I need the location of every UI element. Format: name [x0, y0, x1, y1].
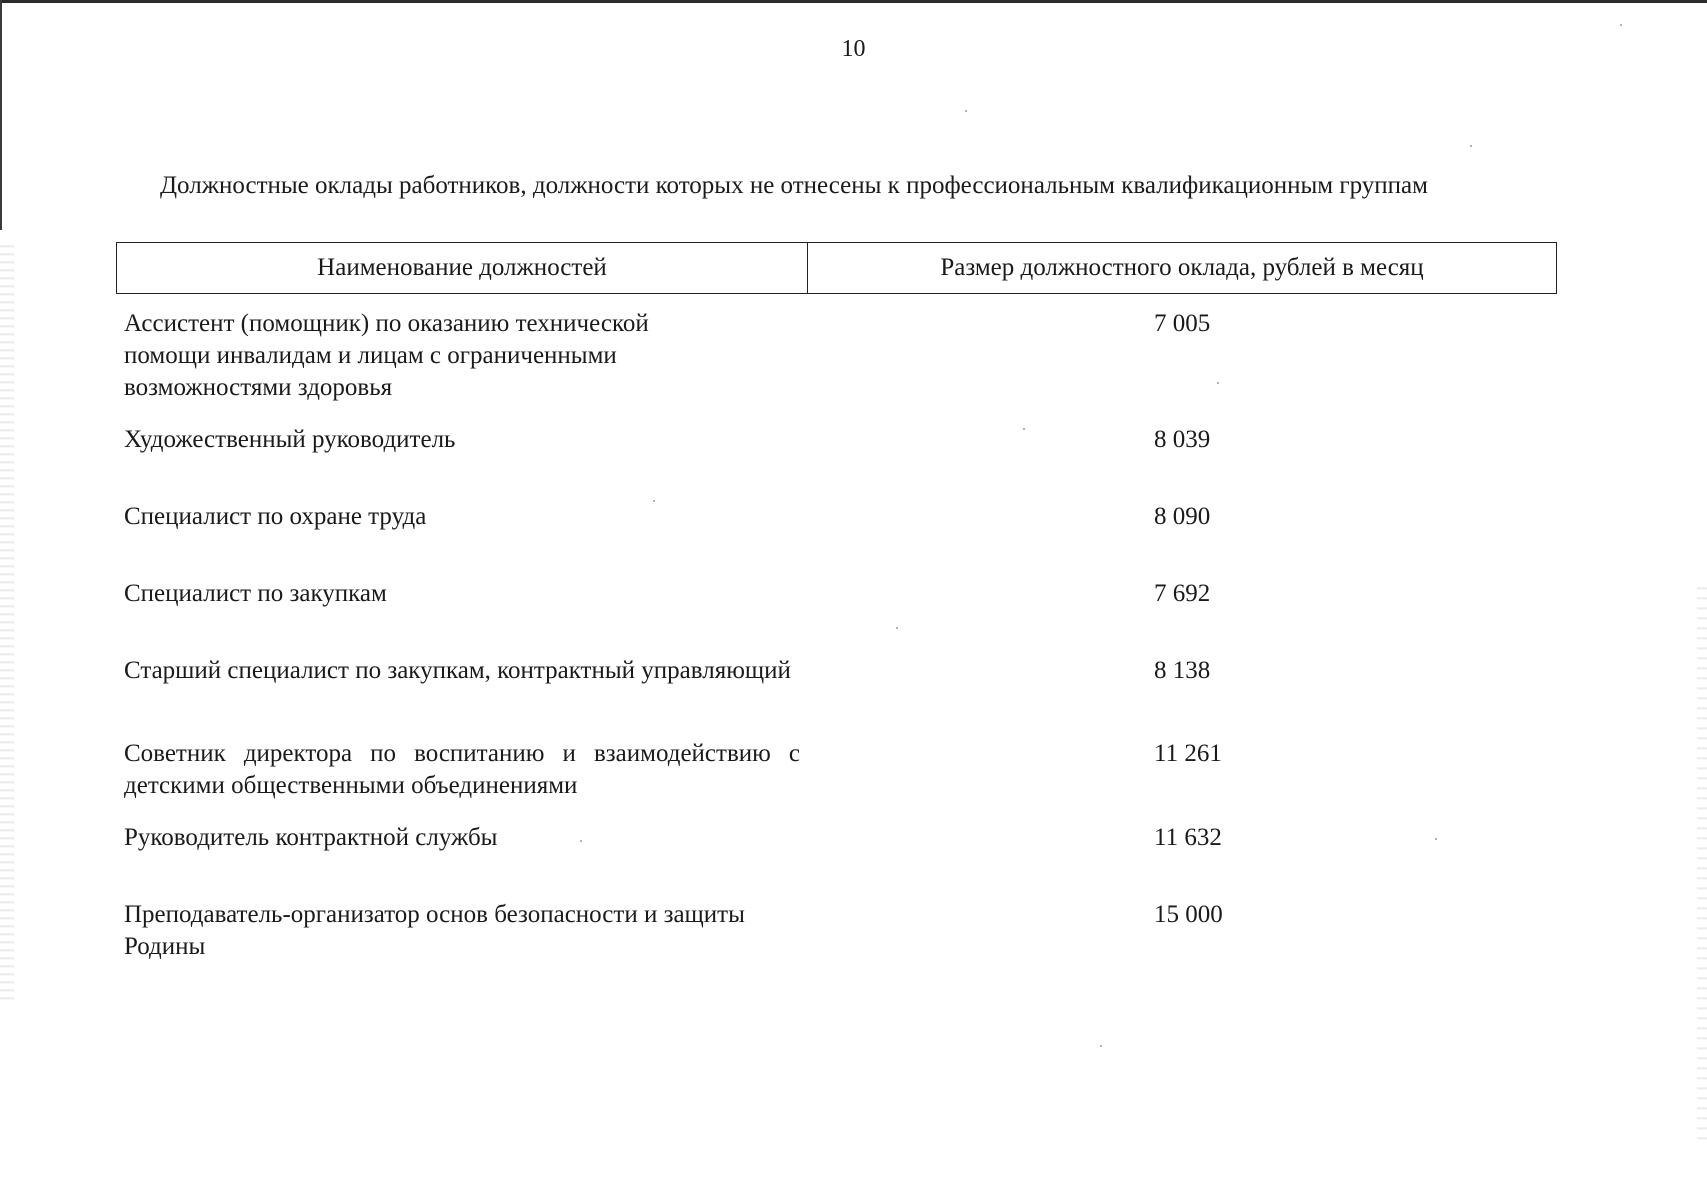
row-position-name: Руководитель контрактной службы — [124, 824, 498, 851]
scan-noise-left — [0, 240, 14, 1000]
scan-top-edge — [0, 0, 1707, 3]
row-position-name: Специалист по охране труда — [124, 503, 427, 530]
table-header — [116, 242, 1557, 294]
scan-speck — [1217, 382, 1219, 384]
table-row — [124, 308, 1557, 404]
row-position-name: Художественный руководитель — [124, 426, 456, 453]
scan-speck — [965, 110, 967, 112]
table-row — [124, 738, 1557, 802]
row-salary: 15 000 — [1154, 901, 1223, 928]
page-number: 10 — [841, 36, 866, 62]
row-position-name: Советник директора по воспитанию и взаимодействию с детскими общественными объединениями — [124, 740, 800, 799]
document-title: Должностные оклады работников, должности которых не отнесены к профессиональным квалификационным группам — [160, 172, 1428, 199]
table-row — [124, 822, 1557, 854]
scan-speck — [1470, 145, 1472, 147]
row-position-name: Ассистент (помощник) по оказанию технической помощи инвалидам и лицам с ограниченными возможностями здоровья — [124, 310, 649, 401]
row-salary: 7 692 — [1154, 580, 1211, 607]
row-salary: 11 632 — [1154, 824, 1222, 851]
row-position-name: Преподаватель-организатор основ безопасности и защиты Родины — [124, 901, 745, 960]
scan-speck — [653, 500, 655, 502]
row-position-name: Старший специалист по закупкам, контрактный управляющий — [124, 657, 791, 684]
scan-speck — [1620, 24, 1622, 26]
row-salary: 8 090 — [1154, 503, 1211, 530]
table-row — [124, 899, 1557, 963]
scan-speck — [896, 627, 898, 629]
scan-speck — [1023, 428, 1025, 430]
row-salary: 11 261 — [1154, 740, 1222, 767]
row-position-name: Специалист по закупкам — [124, 580, 387, 607]
scan-speck — [1435, 838, 1437, 840]
header-position-name: Наименование должностей — [117, 243, 808, 293]
scan-left-edge — [0, 0, 2, 230]
row-salary: 7 005 — [1154, 310, 1211, 337]
row-salary: 8 039 — [1154, 426, 1211, 453]
table-row — [124, 578, 1557, 610]
table-row — [124, 655, 1557, 687]
row-salary: 8 138 — [1154, 657, 1211, 684]
scan-speck — [580, 840, 582, 842]
scan-noise-right — [1697, 580, 1707, 1140]
table-row — [124, 501, 1557, 533]
header-salary: Размер должностного оклада, рублей в месяц — [940, 254, 1424, 281]
scan-speck — [1100, 1045, 1102, 1047]
table-row — [124, 424, 1557, 456]
